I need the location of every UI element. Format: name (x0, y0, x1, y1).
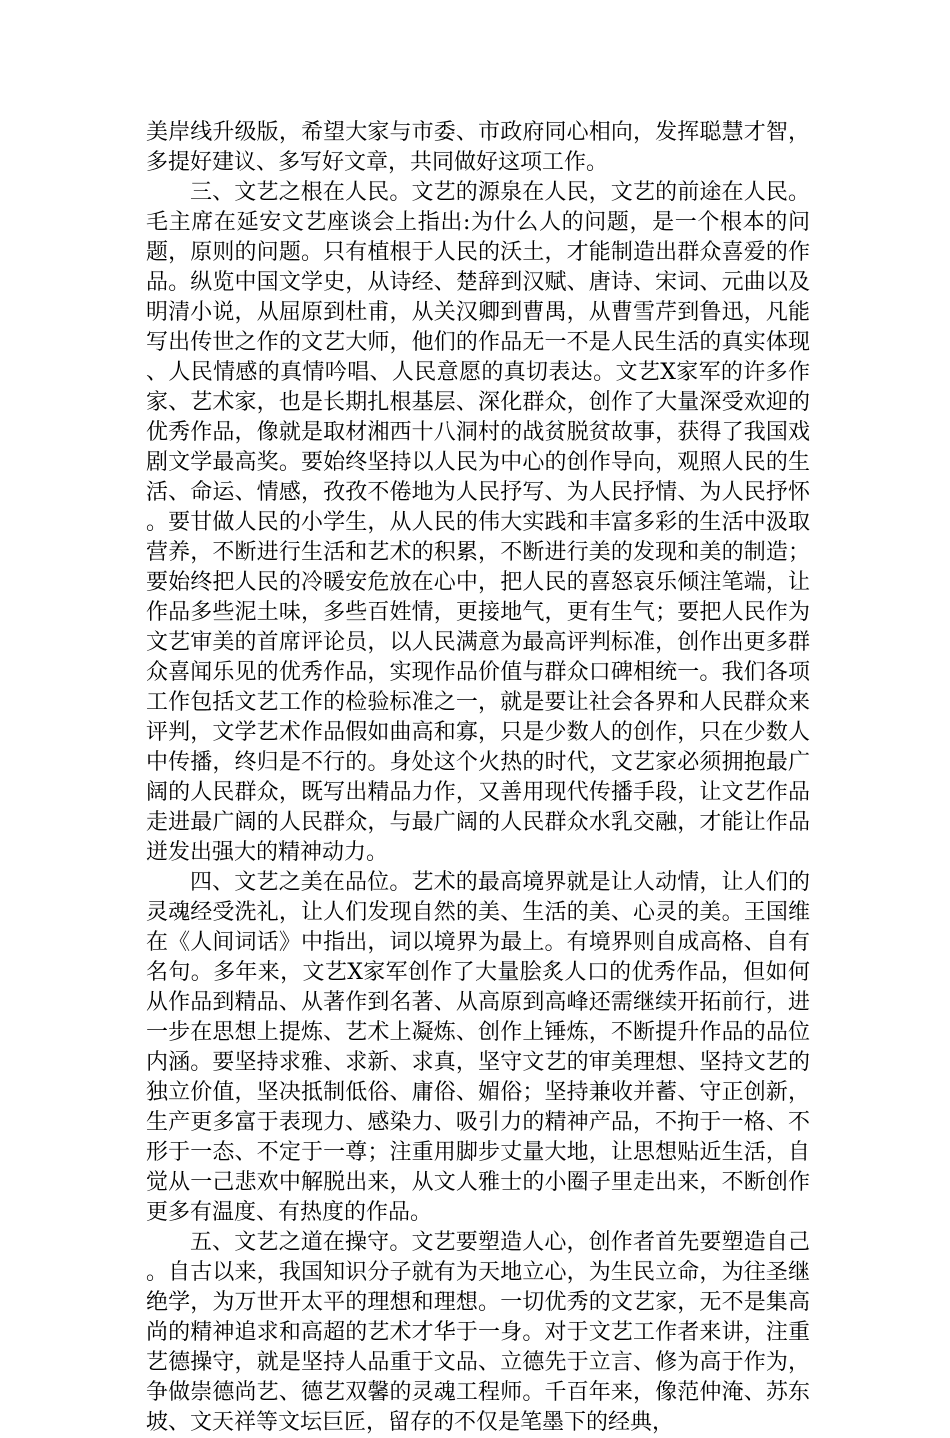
document-page (146, 118, 810, 1438)
paragraph-section-four: 四、文艺之美在品位。艺术的最高境界就是让人动情，让人们的灵魂经受洗礼，让人们发现自然的美、生活的美、心灵的美。王国维在《人间词话》中指出，词以境界为最上。有境界则自成高格、自有名句。多年来，文艺X家军创作了大量脍炙人口的优秀作品，但如何从作品到精品、从著作到名著、从高原到高峰还需继续开拓前行，进一步在思想上提炼、艺术上凝炼、创作上锤炼，不断提升作品的品位内涵。要坚持求雅、求新、求真，坚守文艺的审美理想、坚持文艺的独立价值，坚决抵制低俗、庸俗、媚俗；坚持兼收并蓄、守正创新，生产更多富于表现力、感染力、吸引力的精神产品，不拘于一格、不形于一态、不定于一尊；注重用脚步丈量大地，让思想贴近生活，自觉从一己悲欢中解脱出来，从文人雅士的小圈子里走出来，不断创作更多有温度、有热度的作品。 (146, 870, 810, 1225)
paragraph-section-five: 五、文艺之道在操守。文艺要塑造人心，创作者首先要塑造自己。自古以来，我国知识分子就有为天地立心，为生民立命，为往圣继绝学，为万世开太平的理想和理想。一切优秀的文艺家，无不是集高尚的精神追求和高超的艺术才华于一身。对于文艺工作者来讲，注重艺德操守，就是坚持人品重于文品、立德先于立言、修为高于作为，争做崇德尚艺、德艺双馨的灵魂工程师。千百年来，像范仲淹、苏东坡、文天祥等文坛巨匠，留存的不仅是笔墨下的经典， (146, 1230, 810, 1435)
paragraph-continuation: 美岸线升级版，希望大家与市委、市政府同心相向，发挥聪慧才智，多提好建议、多写好文章，共同做好这项工作。 (146, 120, 810, 175)
paragraph-section-three: 三、文艺之根在人民。文艺的源泉在人民，文艺的前途在人民。毛主席在延安文艺座谈会上指出:为什么人的问题，是一个根本的问题，原则的问题。只有植根于人民的沃土，才能制造出群众喜爱的作品。纵览中国文学史，从诗经、楚辞到汉赋、唐诗、宋词、元曲以及明清小说，从屈原到杜甫，从关汉卿到曹禺，从曹雪芹到鲁迅，凡能写出传世之作的文艺大师，他们的作品无一不是人民生活的真实体现、人民情感的真情吟唱、人民意愿的真切表达。文艺X家军的许多作家、艺术家，也是长期扎根基层、深化群众，创作了大量深受欢迎的优秀作品，像就是取材湘西十八洞村的战贫脱贫故事，获得了我国戏剧文学最高奖。要始终坚持以人民为中心的创作导向，观照人民的生活、命运、情感，孜孜不倦地为人民抒写、为人民抒情、为人民抒怀。要甘做人民的小学生，从人民的伟大实践和丰富多彩的生活中汲取营养，不断进行生活和艺术的积累，不断进行美的发现和美的制造；要始终把人民的冷暖安危放在心中，把人民的喜怒哀乐倾注笔端，让作品多些泥土味，多些百姓情，更接地气，更有生气；要把人民作为文艺审美的首席评论员，以人民满意为最高评判标准，创作出更多群众喜闻乐见的优秀作品，实现作品价值与群众口碑相统一。我们各项工作包括文艺工作的检验标准之一，就是要让社会各界和人民群众来评判，文学艺术作品假如曲高和寡，只是少数人的创作，只在少数人中传播，终归是不行的。身处这个火热的时代，文艺家必须拥抱最广阔的人民群众，既写出精品力作，又善用现代传播手段，让文艺作品走进最广阔的人民群众，与最广阔的人民群众水乳交融，才能让作品迸发出强大的精神动力。 (146, 180, 810, 865)
